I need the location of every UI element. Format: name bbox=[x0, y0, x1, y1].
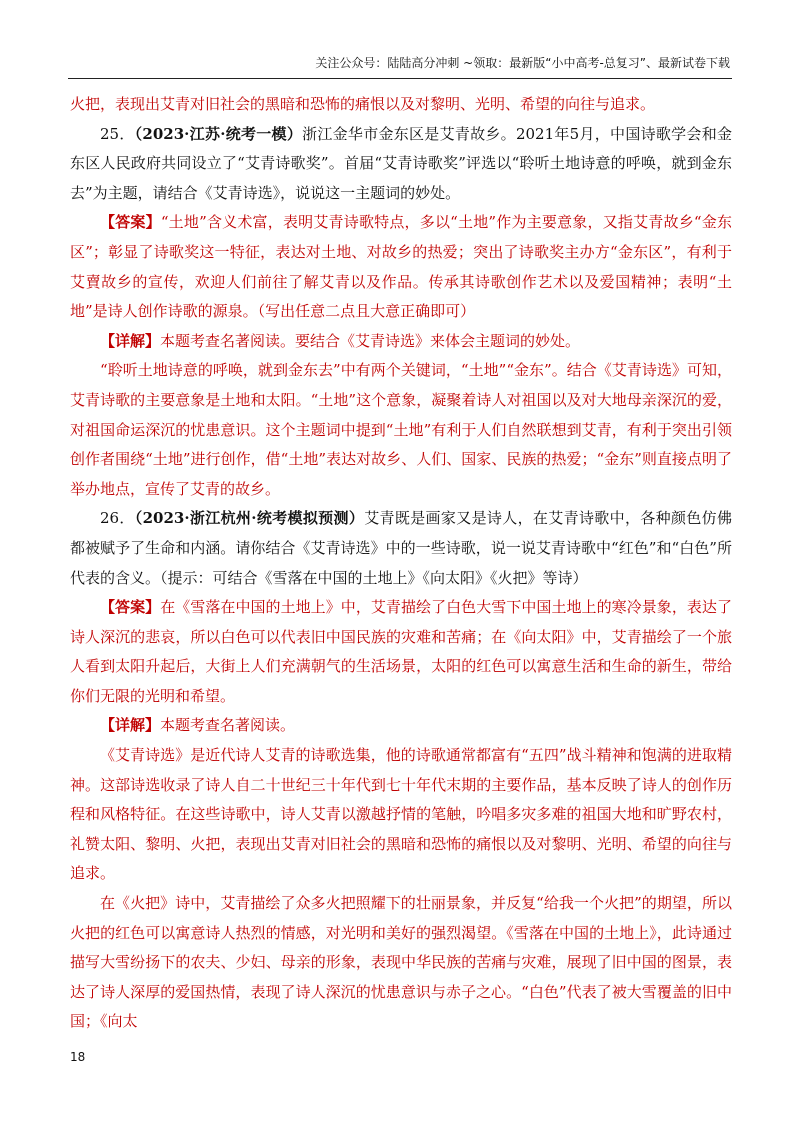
answer-text: 在《雪落在中国的土地上》中，艾青描绘了白色大雪下中国土地上的寒冷景象，表达了诗人深沉的悲哀，所以白色可以代表旧中国民族的灾难和苦痛；在《向太阳》中，艾青描绘了一个旅人看到太阳升起后，大街上人们充满朝气的生活场景，太阳的红色可以寓意生活和生命的新生，带给你们无限的光明和希望。 bbox=[70, 598, 732, 705]
detail-text: 本题考查名著阅读。要结合《艾青诗选》来体会主题词的妙处。 bbox=[160, 331, 581, 350]
header-rule bbox=[68, 78, 732, 79]
page-header: 关注公众号：陆陆高分冲刺 ~领取：最新版“小中高考-总复习”、最新试卷下载 bbox=[315, 56, 730, 70]
question-source: （2023·江苏·统考一模） bbox=[134, 124, 303, 143]
question-text: 浙江金华市金东区是艾青故乡。2021年5月，中国诗歌学会和金东区人民政府共同设立了“艾青诗歌奖”。首届“艾青诗歌奖”评选以“聆听土地诗意的呼唤，就到金东去”为主题，请结合《艾青诗选》，说说这一主题词的妙处。 bbox=[70, 124, 732, 202]
answer-text: “土地”含义术富，表明艾青诗歌特点，多以“土地”作为主要意象，又指艾青故乡“金东区”；彰显了诗歌奖这一特征，表达对土地、对故乡的热爱；突出了诗歌奖主办方“金东区”，有利于艾賣故乡的宣传，欢迎人们前往了解艾青以及作品。传承其诗歌创作艺术以及爱国精神；表明“土地”是诗人创作诗歌的源泉。（写出任意二点且大意正确即可） bbox=[70, 213, 732, 321]
question-source: （2023·浙江杭州·统考模拟预测） bbox=[134, 509, 365, 528]
detail-26 bbox=[70, 711, 732, 741]
detail-25 bbox=[70, 327, 732, 357]
question-26 bbox=[70, 504, 732, 593]
question-number: 26． bbox=[100, 509, 135, 528]
explanation-25: “聆听土地诗意的呼唤，就到金东去”中有两个关键词，“土地”“金东”。结合《艾青诗选》可知，艾青诗歌的主要意象是土地和太阳。“土地”这个意象，凝聚着诗人对祖国以及对大地母亲深沉的爱，对祖国命运深沉的忧患意识。这个主题词中提到“土地”有利于人们自然联想到艾青，有利于突出引领创作者围绕“土地”进行创作，借“土地”表达对故乡、人们、国家、民族的热爱；“金东”则直接点明了举办地点，宣传了艾青的故乡。 bbox=[70, 361, 732, 498]
question-number: 25． bbox=[100, 124, 135, 143]
explanation-26-part2: 在《火把》诗中，艾青描绘了众多火把照耀下的壮丽景象，并反复“给我一个火把”的期望，所以火把的红色可以寓意诗人热烈的情感，对光明和美好的强烈渴望。《雪落在中国的土地上》，此诗通过描写大雪纷扬下的农夫、少妇、母亲的形象，表现中华民族的苦痛与灾难，展现了旧中国的图景，表达了诗人深厚的爱国热情，表现了诗人深沉的忧患意识与赤子之心。“白色”代表了被大雪覆盖的旧中国；《向太 bbox=[70, 894, 732, 1031]
detail-text: 本题考查名著阅读。 bbox=[160, 716, 296, 735]
continued-paragraph: 火把，表现出艾青对旧社会的黑暗和恐怖的痛恨以及对黎明、光明、希望的向往与追求。 bbox=[70, 95, 656, 113]
page-content bbox=[70, 90, 732, 1037]
answer-26 bbox=[70, 593, 732, 711]
detail-tag: 【详解】 bbox=[100, 716, 161, 735]
detail-tag: 【详解】 bbox=[100, 331, 161, 350]
answer-25 bbox=[70, 208, 732, 326]
explanation-26-part1: 《艾青诗选》是近代诗人艾青的诗歌选集，他的诗歌通常都富有“五四”战斗精神和饱满的进取精神。这部诗选收录了诗人自二十世纪三十年代到七十年代末期的主要作品，基本反映了诗人的创作历程和风格特征。在这些诗歌中，诗人艾青以激越抒情的笔触，吟唱多灾多难的祖国大地和旷野农村，礼赞太阳、黎明、火把，表现出艾青对旧社会的黑暗和恐怖的痛恨以及对黎明、光明、希望的向往与追求。 bbox=[70, 746, 732, 883]
answer-tag: 【答案】 bbox=[100, 213, 161, 232]
answer-tag: 【答案】 bbox=[100, 598, 161, 617]
question-text: 艾青既是画家又是诗人，在艾青诗歌中，各种颜色仿佛都被赋予了生命和内涵。请你结合《艾青诗选》中的一些诗歌，说一说艾青诗歌中“红色”和“白色”所代表的含义。（提示：可结合《雪落在中国的土地上》《向太阳》《火把》等诗） bbox=[70, 509, 732, 587]
page-number: 18 bbox=[70, 1050, 86, 1064]
question-25 bbox=[70, 120, 732, 209]
